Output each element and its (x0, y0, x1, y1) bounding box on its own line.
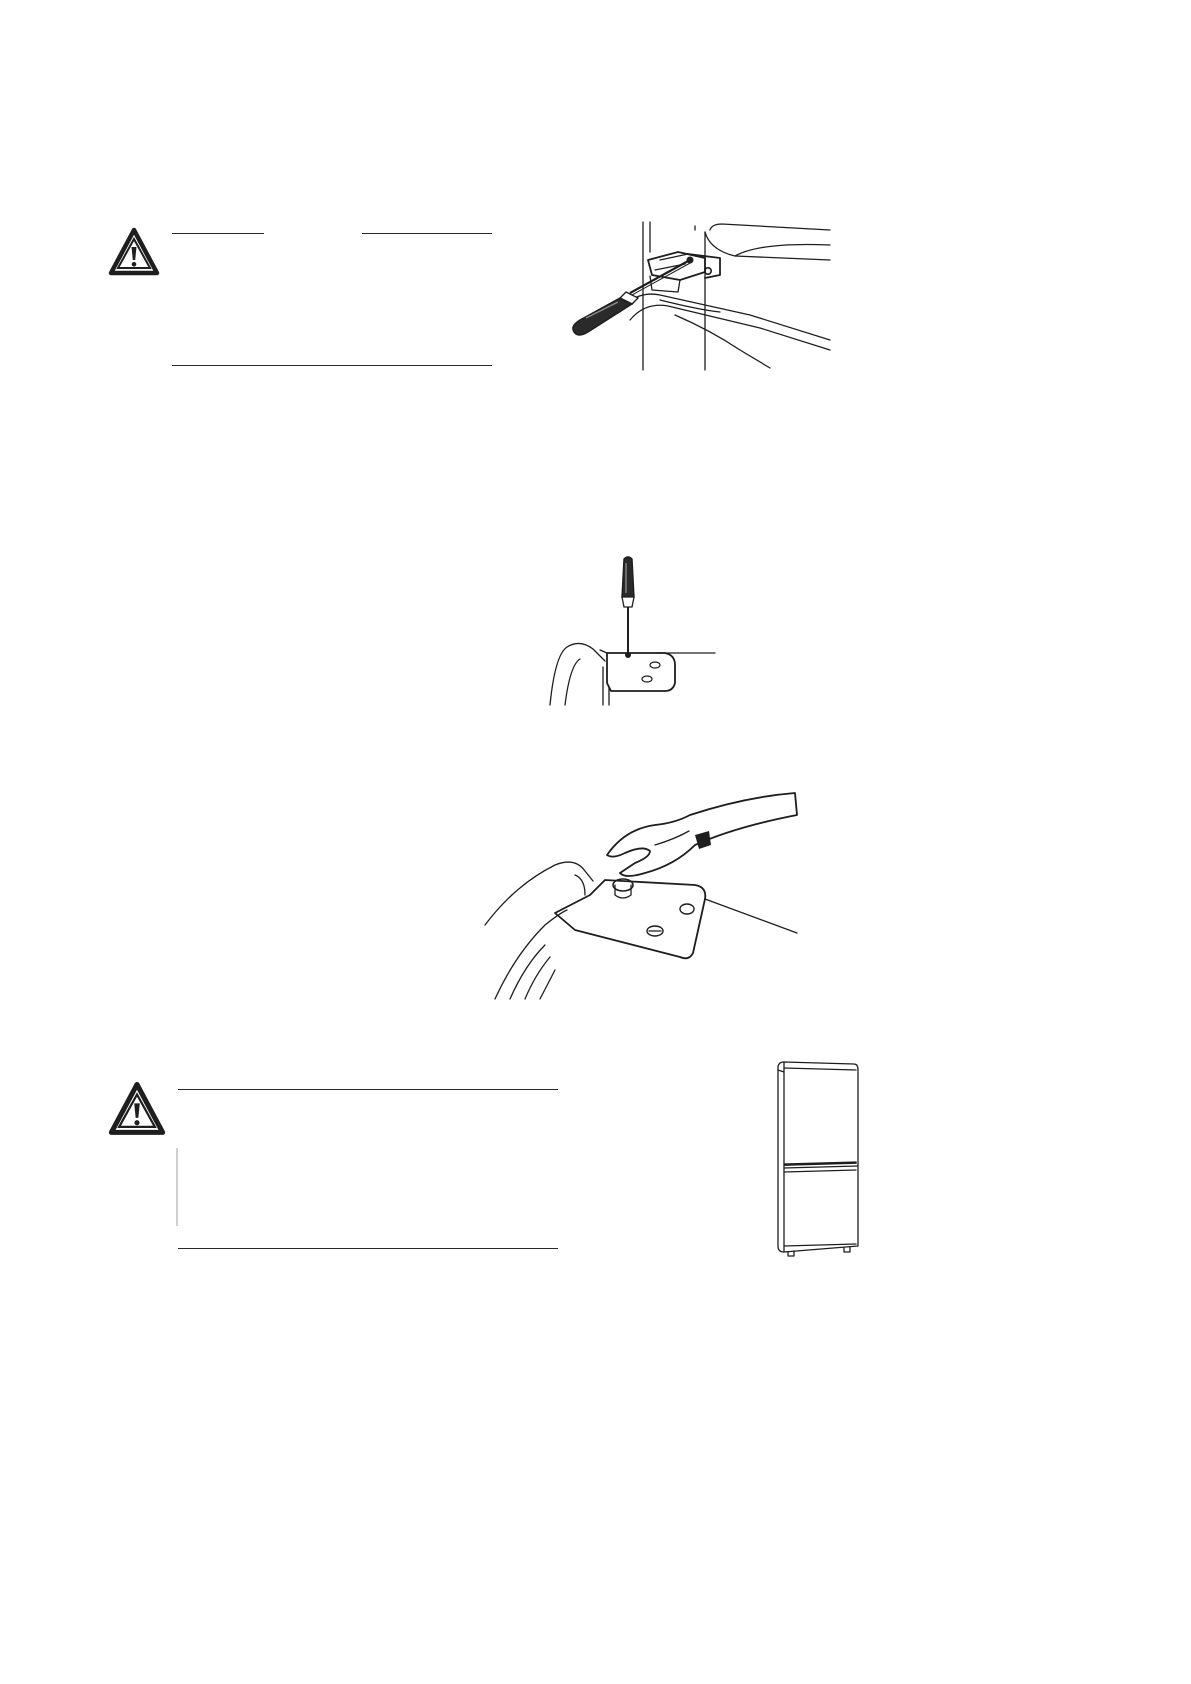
fridge-freezer-illustration (770, 1060, 870, 1260)
warning-rule-top (178, 1089, 558, 1090)
warning-rule-top-right (362, 233, 492, 234)
screwdriver-on-hinge-plate-illustration (545, 555, 725, 710)
wrench-on-hinge-bolt-illustration (475, 785, 805, 1005)
screwdriver-on-hinge-illustration (560, 220, 840, 380)
warning-rule-top-left (172, 233, 264, 234)
warning-triangle-icon (108, 1080, 166, 1138)
warning-side-bar (176, 1148, 178, 1226)
warning-rule-bottom (178, 1248, 558, 1249)
warning-rule-bottom (172, 365, 492, 366)
warning-triangle-icon (108, 226, 160, 278)
